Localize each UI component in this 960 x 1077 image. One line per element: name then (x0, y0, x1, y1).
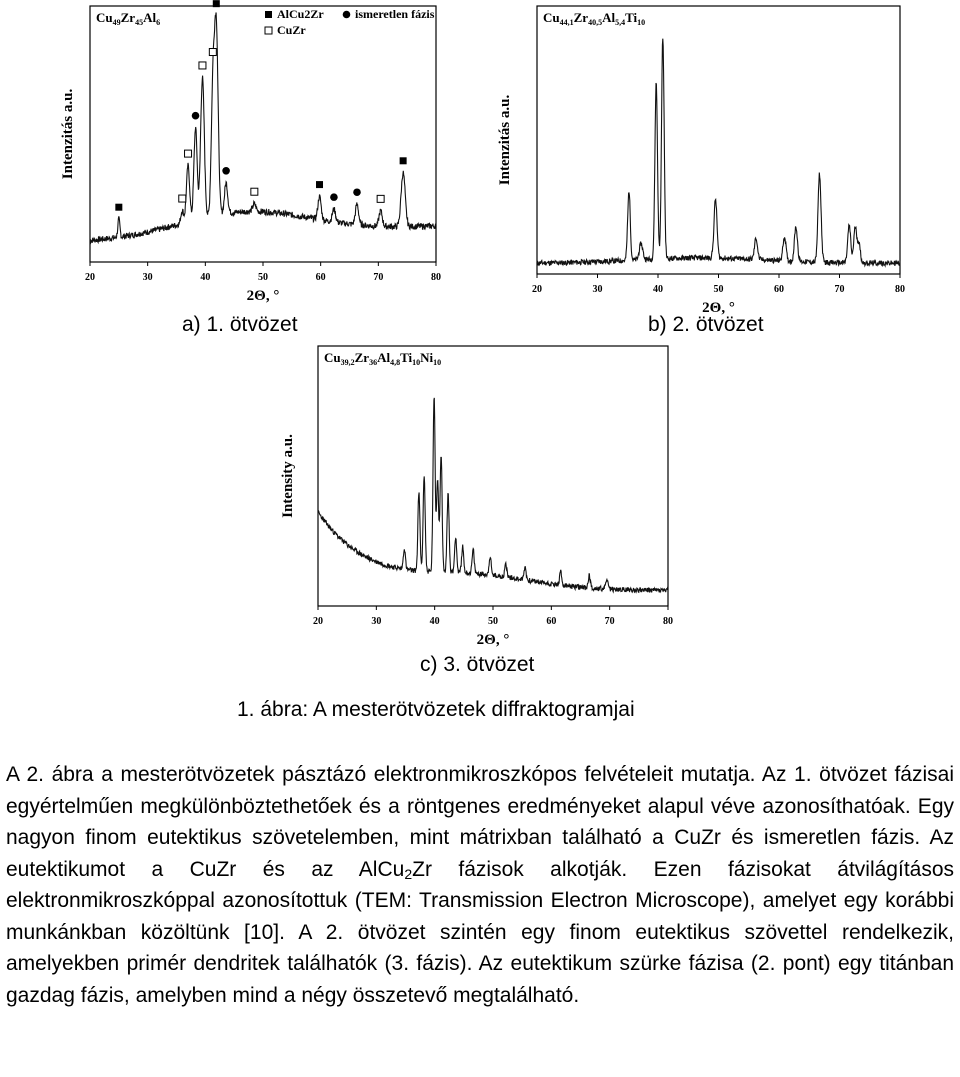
body-paragraph (6, 759, 954, 1011)
caption-c: c) 3. ötvözet (420, 653, 535, 676)
x-tick-label: 40 (653, 284, 663, 295)
spectrum-line (537, 39, 900, 266)
peak-marker-unknown (353, 188, 361, 196)
legend-symbol (265, 11, 272, 18)
plot-frame (537, 6, 900, 274)
peak-marker-unknown (192, 112, 200, 120)
peak-marker-cuzr (199, 62, 206, 69)
x-tick-label: 80 (663, 616, 673, 627)
peak-marker-cuzr (185, 150, 192, 157)
x-tick-label: 20 (313, 616, 323, 627)
figure-caption: 1. ábra: A mesterötvözetek diffraktogramjai (237, 698, 635, 721)
x-tick-label: 70 (604, 616, 615, 627)
x-tick-label: 30 (142, 272, 153, 283)
x-tick-label: 60 (546, 616, 557, 627)
peak-marker-cuzr (209, 49, 216, 56)
legend-symbol (265, 27, 272, 34)
peak-marker-unknown (330, 193, 338, 201)
chart-b (495, 0, 910, 316)
peak-marker-cuzr (251, 188, 258, 195)
peak-marker-alcu2zr (213, 0, 220, 7)
paragraph-text-1: A 2. ábra a mesterötvözetek pásztázó elektronmikroszkópos felvételeit mutatja. Az 1. ötvözet fázisai egyértelműen megkülönböztethetőek és a röntgenes eredményeket alapul véve azonosíthatóak. Egy nagyon finom eutektikus szövetelemben, mint mátrixban található a CuZr és ismeretlen fázis. Az eutektikumot a CuZr és az AlCu (6, 763, 954, 881)
x-axis-label: 2Θ, ° (476, 632, 510, 648)
x-tick-label: 80 (895, 284, 905, 295)
x-tick-label: 50 (488, 616, 498, 627)
x-tick-label: 20 (85, 272, 95, 283)
x-tick-label: 50 (713, 284, 724, 295)
diffractogram-3 (280, 340, 680, 648)
legend-label: ismeretlen fázis (355, 7, 435, 21)
paragraph-text-2: Zr fázisok alkotják. Ezen fázisokat átvilágításos elektronmikroszkóppal azonosítottuk (TEM: Transmission Electron Microscope), amelyet egy korábbi munkánkban közöltünk [10]. A 2. ötvözet szintén egy finom eutektikus szövettel rendelkezik, amelyekben primér dendritek találhatók (3. fázis). Az eutektikum szürke fázisa (2. pont) egy titánban gazdag fázis, amelyben mind a négy összetevő megtalálható. (6, 857, 955, 1007)
x-tick-label: 60 (774, 284, 784, 295)
chart-c (280, 340, 680, 648)
x-tick-label: 70 (373, 272, 384, 283)
chart-a (60, 0, 450, 305)
legend-symbol (343, 11, 351, 19)
caption-b: b) 2. ötvözet (648, 313, 764, 336)
peak-marker-alcu2zr (316, 181, 323, 188)
spectrum-line (318, 398, 668, 593)
y-axis-label: Intensity a.u. (280, 434, 296, 518)
x-tick-label: 80 (431, 272, 441, 283)
chart-title: $Cu_{44,1}Zr_{40,5}Al_{5,4}Ti_{10}$ (543, 10, 646, 27)
diffractogram-2 (495, 0, 910, 316)
paragraph-subscript: 2 (404, 865, 413, 882)
x-axis-label: 2Θ, ° (702, 300, 735, 316)
chart-title: $Cu_{49}Zr_{45}Al_6$ (96, 10, 161, 27)
legend-label: CuZr (277, 23, 306, 37)
peak-marker-alcu2zr (115, 204, 122, 211)
x-tick-label: 40 (200, 272, 211, 283)
x-tick-label: 20 (532, 284, 542, 295)
x-tick-label: 40 (429, 616, 440, 627)
diffractogram-1 (60, 0, 450, 305)
legend-label: AlCu2Zr (277, 7, 324, 21)
x-axis-label: 2Θ, ° (246, 288, 280, 304)
caption-a: a) 1. ötvözet (182, 313, 298, 336)
chart-title: $Cu_{39,2}Zr_{36}Al_{4,8}Ti_{10}Ni_{10}$ (324, 350, 442, 367)
x-tick-label: 70 (834, 284, 845, 295)
x-tick-label: 60 (315, 272, 326, 283)
x-tick-label: 30 (592, 284, 603, 295)
peak-marker-alcu2zr (400, 157, 407, 164)
spectrum-line (90, 13, 436, 243)
x-tick-label: 30 (371, 616, 382, 627)
x-tick-label: 50 (258, 272, 268, 283)
peak-marker-cuzr (377, 195, 384, 202)
y-axis-label: Intenzitás a.u. (497, 94, 513, 186)
y-axis-label: Intenzitás a.u. (60, 88, 76, 180)
peak-marker-unknown (222, 167, 230, 175)
plot-frame (318, 346, 668, 606)
peak-marker-cuzr (179, 195, 186, 202)
